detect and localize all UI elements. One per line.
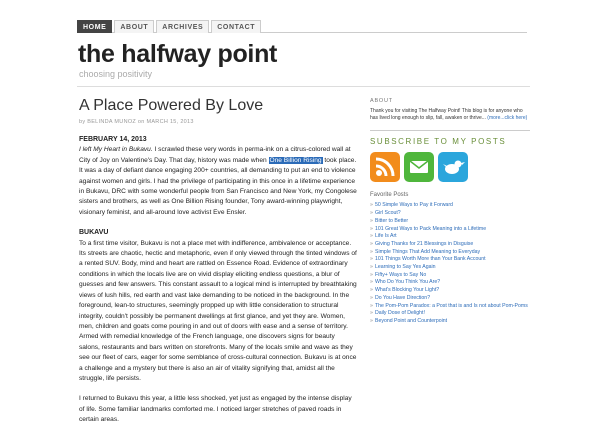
top-nav	[77, 20, 527, 33]
favorite-post-link[interactable]: » 101 Things Worth More than Your Bank Account	[370, 256, 530, 264]
favorites-list	[370, 202, 530, 325]
post-author[interactable]: BELINDA MUNOZ	[87, 119, 137, 125]
favorite-post-link[interactable]: » What's Blocking Your Light?	[370, 287, 530, 295]
header-divider	[77, 86, 530, 87]
post-title[interactable]: A Place Powered By Love	[79, 97, 264, 114]
about-text	[370, 108, 530, 122]
about-more-link[interactable]: (more...click here)	[487, 115, 528, 122]
nav-contact[interactable]: CONTACT	[211, 20, 261, 33]
favorite-post-link[interactable]: » Learning to Say Yes Again	[370, 264, 530, 272]
post-date: MARCH 15, 2013	[146, 119, 194, 125]
about-body: Thank you for visiting The Halfway Point! This blog is for anyone who has lived long enough to slip, fall, awaken or thrive...	[370, 108, 523, 122]
favorite-post-link[interactable]: » Life Is Art	[370, 233, 530, 241]
section-heading: BUKAVU	[79, 229, 109, 237]
date-heading: FEBRUARY 14, 2013	[79, 136, 147, 143]
email-icon[interactable]	[404, 152, 434, 182]
favorite-post-link[interactable]: » Do You Have Direction?	[370, 295, 530, 303]
favorite-post-link[interactable]: » Simple Things That Add Meaning to Everyday	[370, 249, 530, 257]
favorites-heading: Favorite Posts	[370, 192, 409, 199]
meta-on: on	[137, 119, 145, 125]
post	[79, 96, 357, 436]
favorite-post-link[interactable]: » Daily Dose of Delight!	[370, 310, 530, 318]
intro-text-a: I scrawled these very words in perma-ink on a citrus-colored wall at City of Joy on Valentine's Day. That day, history was made when	[79, 146, 351, 164]
post-body	[79, 135, 357, 426]
intro-text-b: took place. It was a day of defiant dance engaging 200+ countries, all demanding to put an end to violence against women and girls. I had the privilege of participating in this once in a lifetime experience in Bukavu, DRC with some wonderful people from San Francisco and New York, my Congolese sisters and brothers, as well as One Billion Rising founder, Tony award-winning playwright, visionary feminist, and all-around love activist Eve Ensler.	[79, 156, 357, 216]
favorite-post-link[interactable]: » The Pom-Pom Paradox: a Post that is and Is not about Pom-Poms	[370, 303, 530, 311]
bukavu-paragraph: To a first time visitor, Bukavu is not a place met with indifference, ambivalence or acceptance. Its streets are chaotic, hectic and metaphoric, even if only viewed through the tinted windows of a rented SUV. Body, mind and heart are rattled on Essence Road. Evidence of extraordinary conditions in which the locals live are on vivid display eliciting endless questions, a blur of guesses and few answers. This constant assault to a logical mind is interrupted by breathtaking views of lush hills, red earth and vast lake demanding to be noticed in the background. In the foreground, lean-to structures, seemingly propped up with little consideration to structural integrity, couldn't possibly be permanent dwellings at first glance, and yet they are. Women, men, children and goats come pouring in and out of doors with ease and a sense of territory. Armed with remedial knowledge of the French language, one discovers signs for beauty salons, restaurants and bars written on storefronts. Many of the locals smile and wave as they see our fleet of cars, eager for some semblance of cross-cultural connection. Bukavu is at once a challenge and a mystery but there is also an air of vitality signifying that, amidst all the struggle, life persists.	[79, 239, 357, 382]
nav-about[interactable]: ABOUT	[114, 20, 154, 33]
nav-archives[interactable]: ARCHIVES	[156, 20, 209, 33]
post-meta	[79, 119, 357, 125]
intro-italic: I left My Heart in Bukavu.	[79, 146, 153, 154]
favorite-post-link[interactable]: » Bitter to Better	[370, 218, 530, 226]
favorite-post-link[interactable]: » Giving Thanks for 21 Blessings in Disguise	[370, 241, 530, 249]
site-title[interactable]: the halfway point	[78, 40, 278, 68]
favorite-post-link[interactable]: » Who Do You Think You Are?	[370, 279, 530, 287]
subscribe-heading: SUBSCRIBE TO MY POSTS	[370, 137, 507, 147]
favorite-post-link[interactable]: » 101 Great Ways to Pack Meaning into a Lifetime	[370, 226, 530, 234]
nav-home[interactable]: HOME	[77, 20, 112, 33]
favorite-post-link[interactable]: » Beyond Point and Counterpoint	[370, 318, 530, 326]
return-paragraph: I returned to Bukavu this year, a little less shocked, yet just as engaged by the intense display of life. Some familiar landmarks comforted me. I noticed larger stretches of paved roads in certain areas.	[79, 395, 352, 424]
site-description: choosing positivity	[79, 69, 153, 79]
rss-icon[interactable]	[370, 152, 400, 182]
favorite-post-link[interactable]: » 50 Simple Ways to Pay it Forward	[370, 202, 530, 210]
about-heading: ABOUT	[370, 98, 393, 104]
twitter-icon[interactable]	[438, 152, 468, 182]
subscribe-icons	[370, 152, 530, 182]
sidebar	[370, 98, 530, 326]
favorite-post-link[interactable]: » Girl Scout?	[370, 210, 530, 218]
one-billion-rising-link[interactable]: One Billion Rising	[269, 156, 322, 164]
favorite-post-link[interactable]: » Fifty+ Ways to Say No	[370, 272, 530, 280]
sidebar-divider	[370, 130, 530, 131]
meta-by: by	[79, 119, 86, 125]
